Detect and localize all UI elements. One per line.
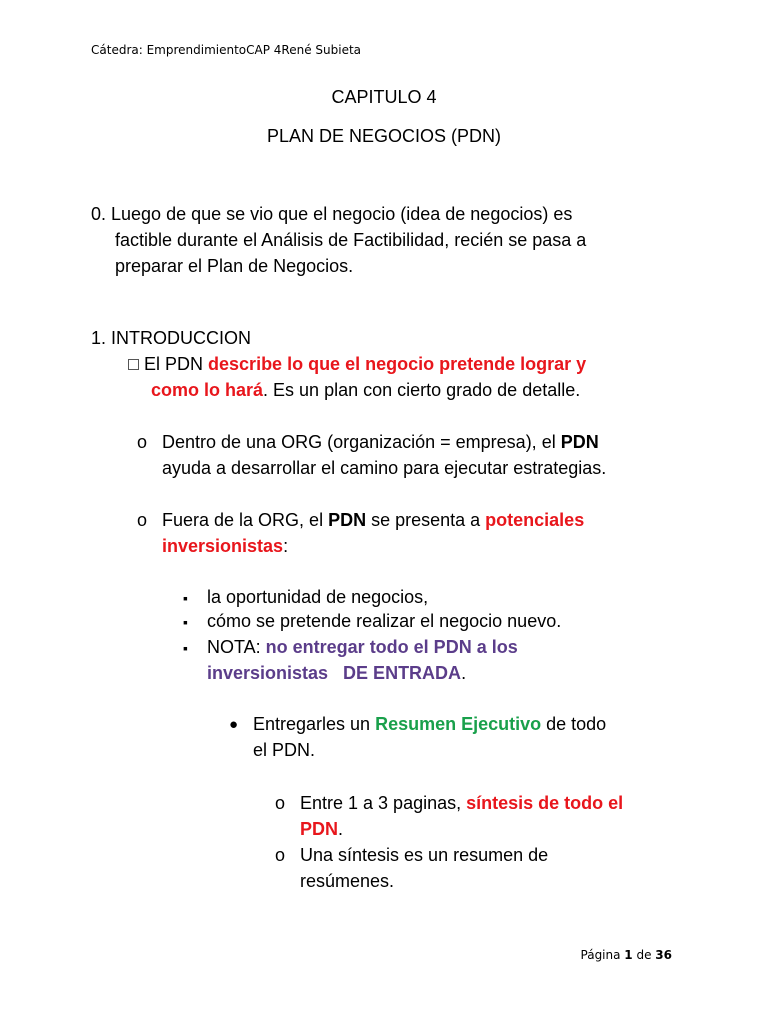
subsub2-marker: o bbox=[275, 845, 286, 865]
item3-red1: potenciales bbox=[485, 510, 585, 530]
sub-line1 bbox=[253, 711, 606, 737]
subsub1-prefix: Entre 1 a 3 paginas, bbox=[300, 793, 467, 813]
subsub2-line2: resúmenes. bbox=[300, 871, 395, 891]
item3-bold: PDN bbox=[328, 510, 367, 530]
item1-rest: . Es un plan con cierto grado de detalle. bbox=[263, 380, 581, 400]
subsub1-marker: o bbox=[275, 793, 286, 813]
section0-paragraph bbox=[91, 201, 586, 279]
subsub1-line1 bbox=[300, 790, 623, 816]
subsub1-red1: síntesis de todo el bbox=[466, 793, 624, 813]
footer-label: Página bbox=[580, 948, 625, 962]
sub-marker: ● bbox=[229, 716, 239, 733]
item3-prefix: Fuera de la ORG, el bbox=[162, 510, 329, 530]
bullet2-text: cómo se pretende realizar el negocio nuevo. bbox=[207, 611, 562, 631]
item3-line2 bbox=[162, 533, 288, 559]
item1-red2: como lo hará bbox=[151, 380, 264, 400]
item1-line1 bbox=[128, 351, 586, 377]
footer-total-pages: 36 bbox=[655, 948, 672, 962]
item2-marker: o bbox=[137, 432, 148, 452]
bullet1-text: la oportunidad de negocios, bbox=[207, 587, 429, 607]
item2-prefix: Dentro de una ORG (organización = empresa), el bbox=[162, 432, 561, 452]
footer-page-number: 1 bbox=[624, 948, 633, 962]
bullet3-end: . bbox=[461, 663, 467, 683]
checkbox-icon bbox=[128, 359, 139, 370]
sub-suffix: de todo bbox=[541, 714, 607, 734]
section0-line1: 0. Luego de que se vio que el negocio (idea de negocios) es bbox=[91, 204, 573, 224]
page-header: Cátedra: EmprendimientoCAP 4René Subieta bbox=[91, 43, 362, 57]
bullet2-marker: ▪ bbox=[183, 614, 188, 630]
sub-green: Resumen Ejecutivo bbox=[375, 714, 542, 734]
item3-marker: o bbox=[137, 510, 148, 530]
item1-red1: describe lo que el negocio pretende lograr y bbox=[208, 354, 587, 374]
item3-red2: inversionistas bbox=[162, 536, 284, 556]
subsub1-end: . bbox=[338, 819, 344, 839]
item1-prefix: El PDN bbox=[144, 354, 209, 374]
bullet1-marker: ▪ bbox=[183, 590, 188, 606]
section0-line2: factible durante el Análisis de Factibilidad, recién se pasa a bbox=[115, 230, 587, 250]
bullet3-line1 bbox=[207, 634, 518, 660]
item1-line2 bbox=[151, 377, 580, 403]
subsub2-line1: Una síntesis es un resumen de bbox=[300, 845, 549, 865]
item3-line1 bbox=[162, 507, 584, 533]
bullet3-prefix: NOTA: bbox=[207, 637, 266, 657]
item2-line1 bbox=[162, 429, 599, 455]
bullet3-purple2: inversionistas DE ENTRADA bbox=[207, 663, 462, 683]
sub-line2: el PDN. bbox=[253, 740, 316, 760]
page-footer bbox=[581, 948, 672, 962]
item2-line2: ayuda a desarrollar el camino para ejecutar estrategias. bbox=[162, 458, 607, 478]
subsub1-line2 bbox=[300, 816, 343, 842]
item3-mid: se presenta a bbox=[366, 510, 486, 530]
footer-of: de bbox=[632, 948, 656, 962]
item2-bold: PDN bbox=[560, 432, 599, 452]
section1-heading: 1. INTRODUCCION bbox=[91, 328, 252, 348]
bullet3-purple1: no entregar todo el PDN a los bbox=[265, 637, 518, 657]
item3-colon: : bbox=[283, 536, 289, 556]
section0-line3: preparar el Plan de Negocios. bbox=[115, 256, 354, 276]
chapter-title: CAPITULO 4 bbox=[331, 87, 437, 107]
sub-prefix: Entregarles un bbox=[253, 714, 376, 734]
chapter-subtitle: PLAN DE NEGOCIOS (PDN) bbox=[266, 126, 502, 146]
bullet3-marker: ▪ bbox=[183, 640, 188, 656]
subsub1-red2: PDN bbox=[300, 819, 339, 839]
bullet3-line2 bbox=[207, 660, 466, 686]
